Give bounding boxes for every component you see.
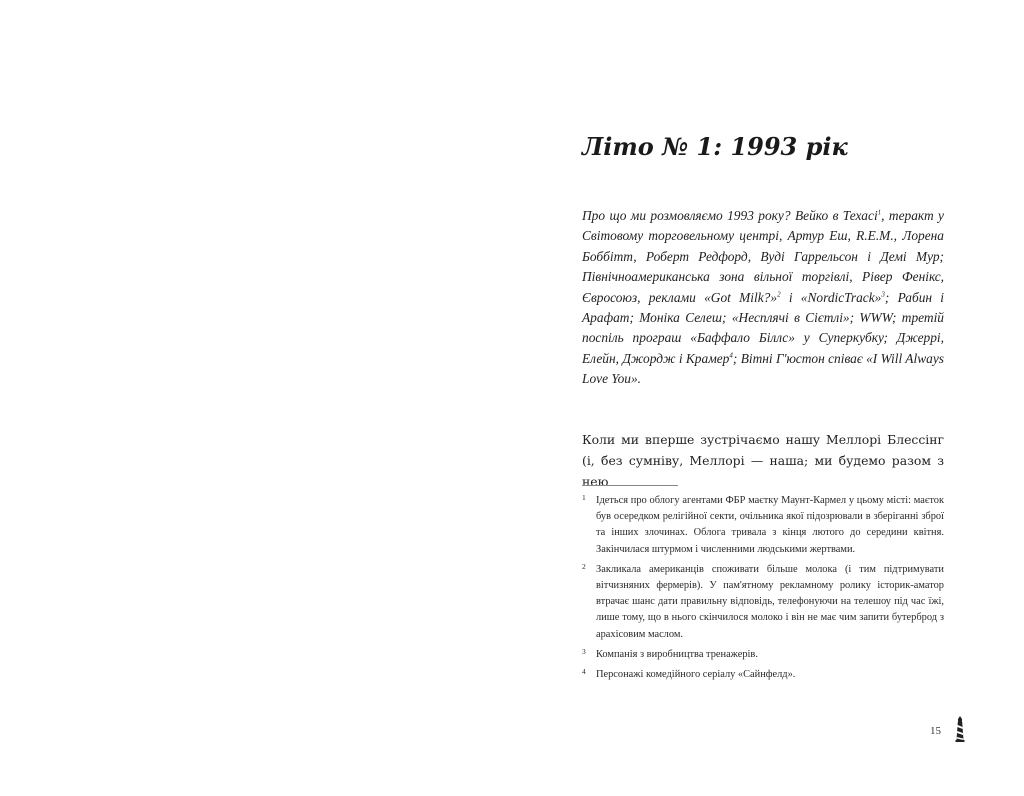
footnote-ref-2: 2: [777, 290, 781, 299]
footnote-text: Персонажі комедійного серіалу «Сайнфелд».: [596, 669, 796, 681]
footnote-number: 1: [582, 493, 586, 502]
footnote-ref-3: 3: [881, 290, 885, 299]
epigraph: [582, 206, 944, 390]
body-paragraph: Коли ми вперше зустрічаємо нашу Меллорі Блессінг (і, без сумніву, Меллорі — наша; ми будемо разом з нею: [582, 432, 944, 489]
chapter-title: Літо № 1: 1993 рік: [582, 132, 848, 161]
footnotes-list: [582, 493, 944, 687]
footnote-text: Ідеться про облогу агентами ФБР маєтку Маунт-Кармел у цьому місті: маєток був осередком релігійної секти, очільника якої підозрювали в зберіганні зброї та інших злочинах. Облога тривала з кінця лютого до середини квітня. Закінчилася штурмом і численними людськими жертвами.: [596, 495, 944, 555]
footnote-ref-4: 4: [729, 351, 733, 360]
footnote-number: 2: [582, 561, 586, 571]
footnote-text: Закликала американців споживати більше молока (і тим підтримувати вітчизняних фермерів). У пам'ятному рекламному ролику історик-аматор втрачає шанс дати правильну відповідь, телефонуючи на телешоу під час їжі, лише тому, що в нього скінчилося молоко і він не має чим запити бутерброд з арахісовим маслом.: [596, 563, 944, 640]
epigraph-text-2: , теракт у Світовому торговельному центрі, Артур Еш, R.E.M., Лорена Боббітт, Роберт Редфорд, Вуді Гаррельсон і Демі Мур; Північноамериканська зона вільної торгівлі, Рівер Фенікс, Євросоюз, реклами «Got Milk?»: [582, 208, 944, 305]
right-page: [512, 0, 1024, 796]
epigraph-text-3: і «NordicTrack»: [780, 289, 882, 305]
footnote-item: [582, 493, 944, 558]
lighthouse-icon: [953, 716, 967, 742]
epigraph-text-5: ; Вітні Г'юстон співає «I Will Always Love You».: [582, 350, 944, 387]
footnote-item: [582, 562, 944, 643]
footnote-ref-1: 1: [877, 208, 882, 217]
footnote-number: 4: [582, 667, 586, 677]
page-number: 15: [930, 725, 941, 737]
epigraph-text-4: ; Рабин і Арафат; Моніка Селеш; «Несплячі в Сієтлі»; WWW; третій поспіль програш «Баффало Біллс» у Суперкубку; Джеррі, Елейн, Джордж і Крамер: [582, 289, 945, 366]
footnote-text: Компанія з виробництва тренажерів.: [596, 648, 758, 660]
footnote-item: [582, 647, 944, 663]
footnote-number: 3: [582, 646, 586, 656]
footnote-item: [582, 667, 944, 683]
footnote-divider: [582, 485, 678, 486]
epigraph-text-1: Про що ми розмовляємо 1993 року? Вейко в Техасі: [582, 208, 878, 223]
